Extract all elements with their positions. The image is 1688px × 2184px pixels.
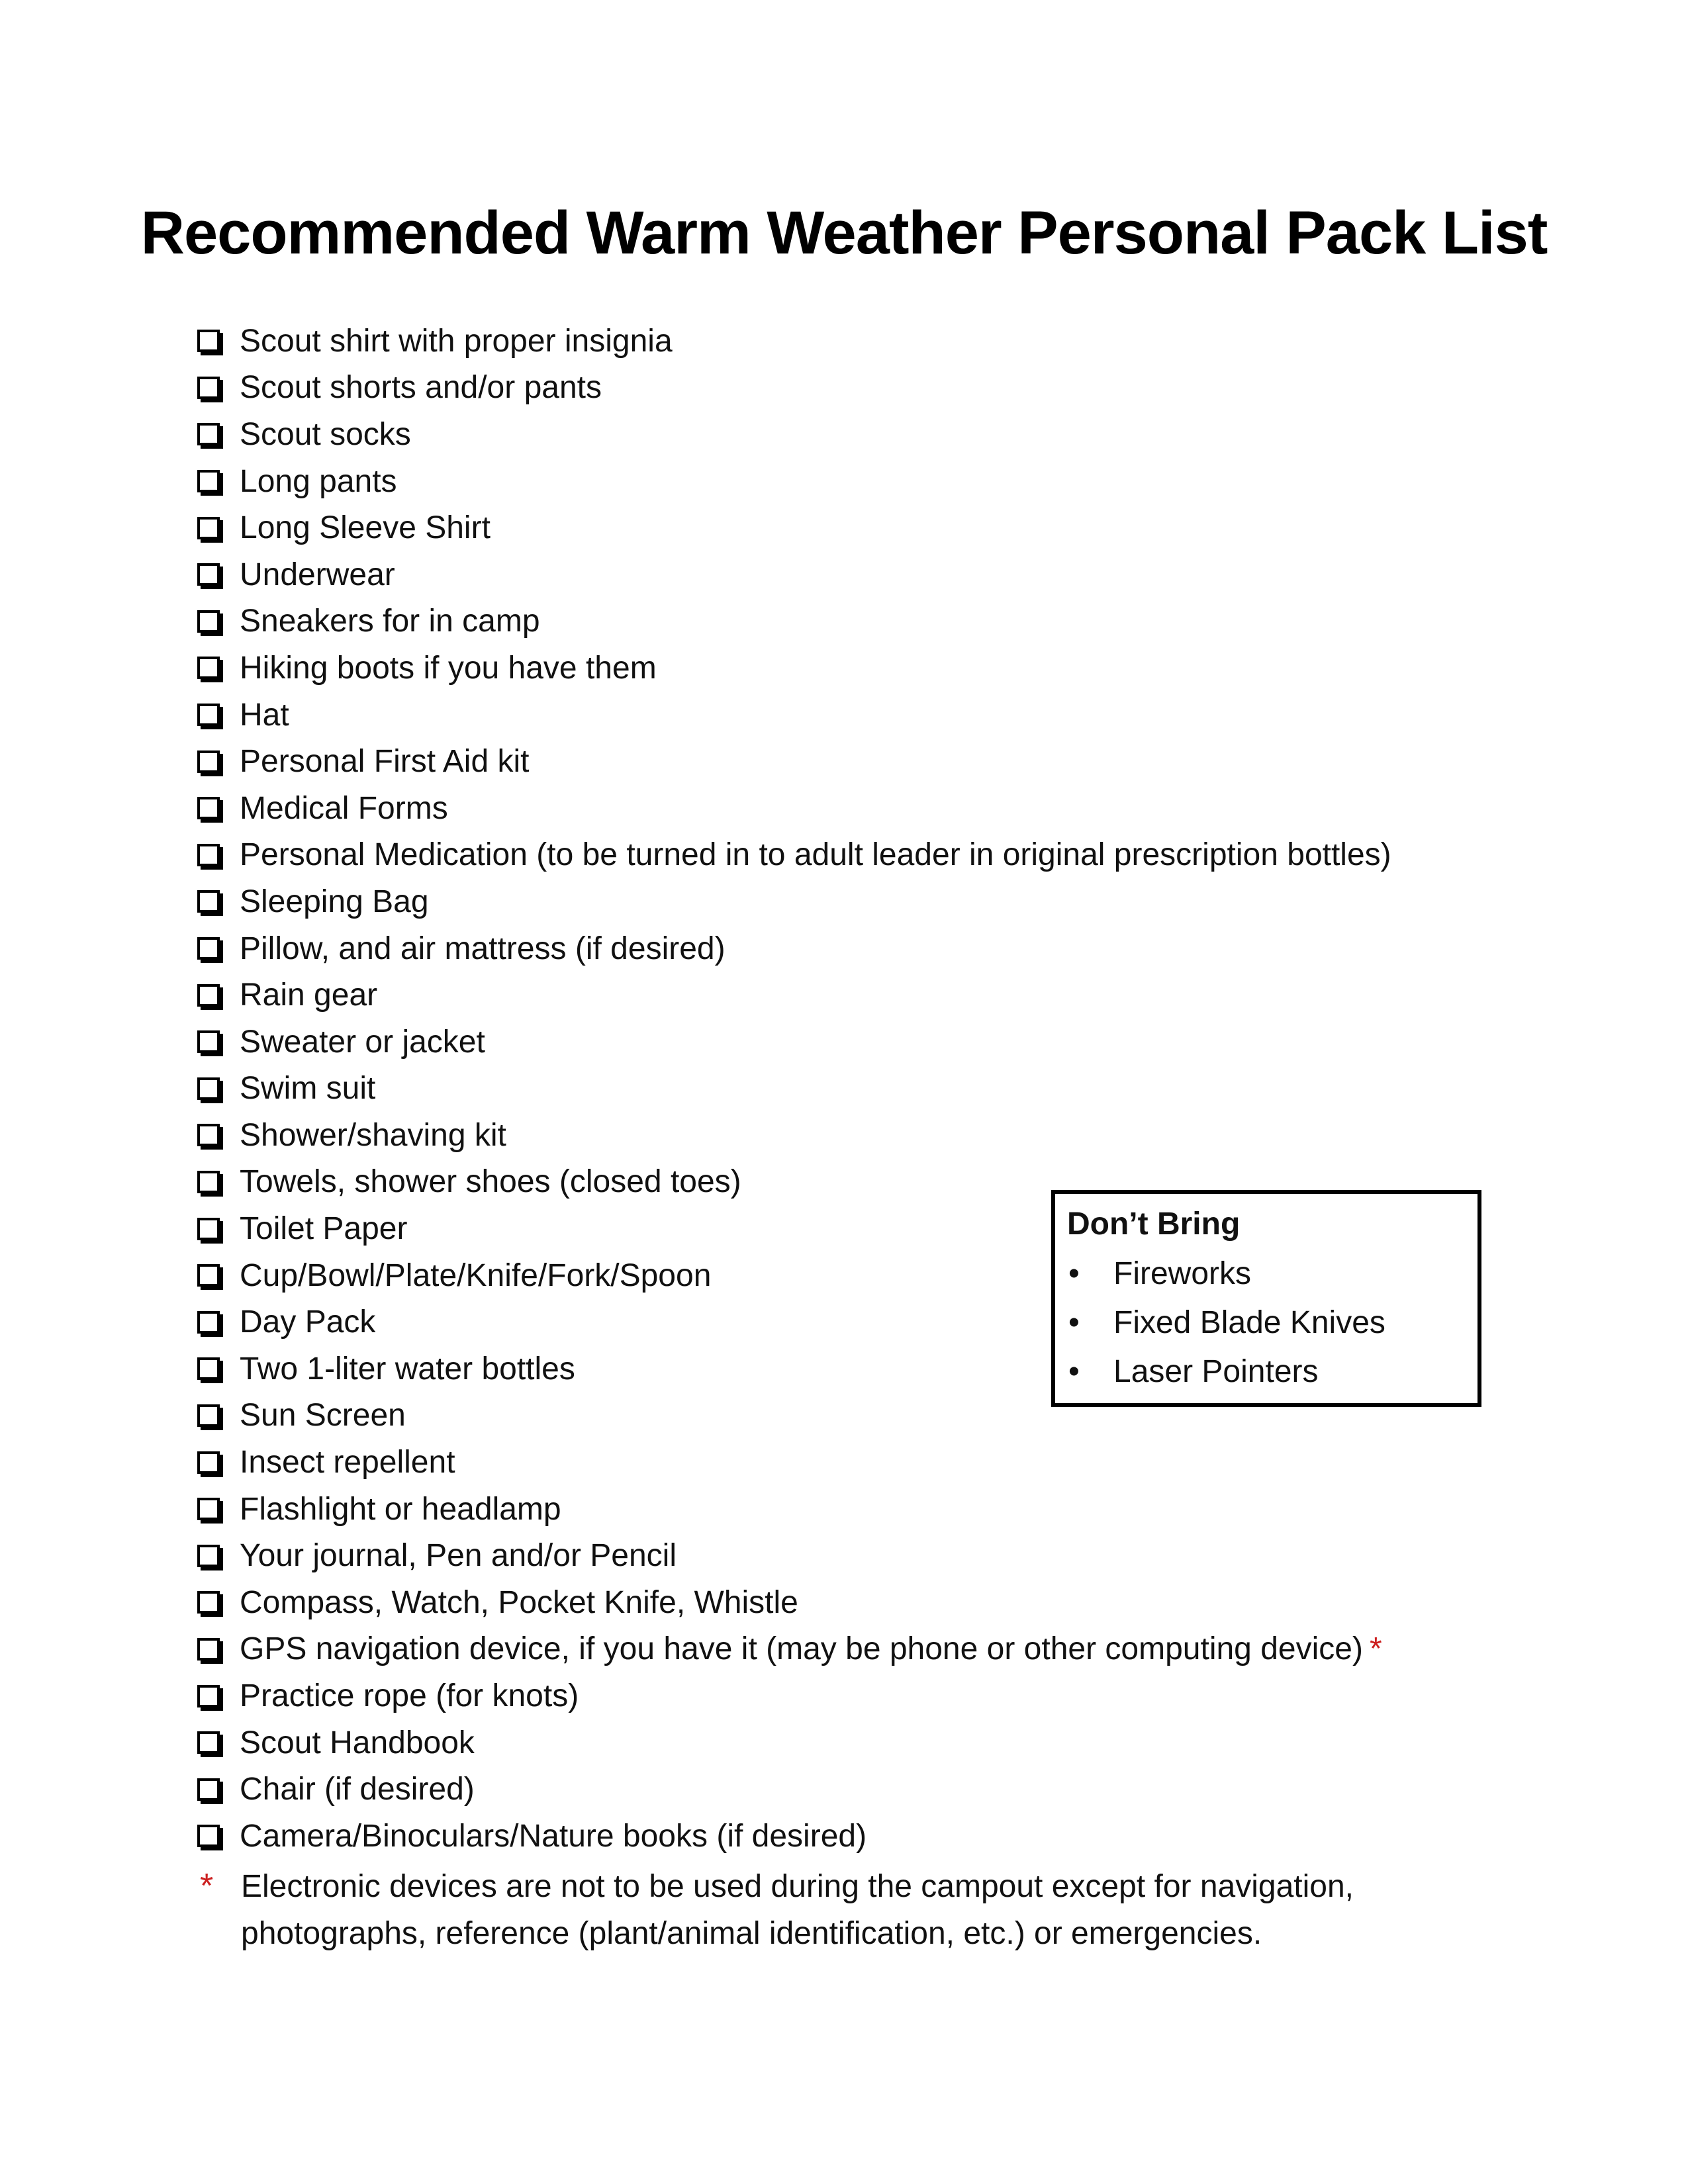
checklist-item xyxy=(197,1766,1391,1813)
dont-bring-label: Fixed Blade Knives xyxy=(1113,1305,1385,1340)
checklist-item xyxy=(197,1719,1391,1766)
checkbox-icon[interactable] xyxy=(197,330,220,352)
item-label: Sleeping Bag xyxy=(240,884,429,919)
item-label: Sneakers for in camp xyxy=(240,604,540,639)
footnote-asterisk: * xyxy=(1369,1631,1382,1667)
item-label: Pillow, and air mattress (if desired) xyxy=(240,931,726,966)
electronics-footnote xyxy=(197,1863,1499,1957)
item-label: Long Sleeve Shirt xyxy=(240,510,491,546)
checkbox-icon[interactable] xyxy=(197,1778,220,1801)
dont-bring-item xyxy=(1067,1250,1477,1298)
item-label: Cup/Bowl/Plate/Knife/Fork/Spoon xyxy=(240,1257,712,1293)
checklist-item xyxy=(197,878,1391,925)
item-label: Your journal, Pen and/or Pencil xyxy=(240,1538,677,1574)
checklist-item xyxy=(197,365,1391,412)
checklist-item xyxy=(197,1439,1391,1486)
checklist-item xyxy=(197,925,1391,972)
bullet-icon: • xyxy=(1068,1305,1080,1340)
item-label: Flashlight or headlamp xyxy=(240,1491,561,1527)
checklist-item xyxy=(197,738,1391,785)
checkbox-icon[interactable] xyxy=(197,797,220,819)
checklist-item xyxy=(197,1066,1391,1113)
checkbox-icon[interactable] xyxy=(197,1077,220,1100)
checkbox-icon[interactable] xyxy=(197,1171,220,1193)
bullet-icon: • xyxy=(1068,1256,1080,1291)
item-label: Scout shirt with proper insignia xyxy=(240,323,673,359)
checklist-item xyxy=(197,1672,1391,1719)
checklist-item xyxy=(197,972,1391,1019)
checkbox-icon[interactable] xyxy=(197,1451,220,1474)
checkbox-icon[interactable] xyxy=(197,423,220,445)
checklist-item xyxy=(197,411,1391,458)
checkbox-icon[interactable] xyxy=(197,984,220,1007)
dont-bring-item xyxy=(1067,1298,1477,1347)
checkbox-icon[interactable] xyxy=(197,610,220,633)
dont-bring-box xyxy=(1051,1190,1481,1407)
item-label: Hiking boots if you have them xyxy=(240,650,657,686)
checkbox-icon[interactable] xyxy=(197,563,220,586)
item-label: Towels, shower shoes (closed toes) xyxy=(240,1164,741,1200)
item-label: Sun Screen xyxy=(240,1398,406,1433)
page-title: Recommended Warm Weather Personal Pack List xyxy=(140,199,1548,267)
checkbox-icon[interactable] xyxy=(197,1731,220,1754)
item-label: Shower/shaving kit xyxy=(240,1117,506,1153)
checklist-item xyxy=(197,1019,1391,1066)
checklist-item xyxy=(197,1112,1391,1159)
checklist-item xyxy=(197,692,1391,739)
checklist-item xyxy=(197,832,1391,879)
checklist-item xyxy=(197,1532,1391,1579)
checklist-item xyxy=(197,598,1391,645)
dont-bring-label: Fireworks xyxy=(1113,1256,1252,1291)
item-label: Personal First Aid kit xyxy=(240,744,530,780)
checkbox-icon[interactable] xyxy=(197,1591,220,1614)
item-label: Insect repellent xyxy=(240,1445,455,1480)
item-label: Rain gear xyxy=(240,978,378,1013)
checkbox-icon[interactable] xyxy=(197,1311,220,1334)
item-label: Personal Medication (to be turned in to adult leader in original prescription bottles) xyxy=(240,837,1391,873)
item-label: Hat xyxy=(240,697,289,733)
checklist-item xyxy=(197,504,1391,551)
checkbox-icon[interactable] xyxy=(197,751,220,773)
item-label: Underwear xyxy=(240,557,395,592)
item-label: Toilet Paper xyxy=(240,1211,408,1247)
checklist-item xyxy=(197,785,1391,832)
checklist-item xyxy=(197,551,1391,598)
checkbox-icon[interactable] xyxy=(197,377,220,399)
pack-checklist xyxy=(197,318,1391,1860)
checkbox-icon[interactable] xyxy=(197,517,220,539)
checkbox-icon[interactable] xyxy=(197,1218,220,1240)
checkbox-icon[interactable] xyxy=(197,890,220,913)
item-label: Practice rope (for knots) xyxy=(240,1678,579,1714)
item-label: Medical Forms xyxy=(240,790,448,826)
checkbox-icon[interactable] xyxy=(197,657,220,679)
checkbox-icon[interactable] xyxy=(197,1685,220,1707)
item-label: Camera/Binoculars/Nature books (if desired) xyxy=(240,1818,867,1854)
checkbox-icon[interactable] xyxy=(197,1124,220,1146)
dont-bring-item xyxy=(1067,1347,1477,1396)
checklist-item xyxy=(197,1626,1391,1673)
checkbox-icon[interactable] xyxy=(197,470,220,492)
checklist-item xyxy=(197,1486,1391,1533)
dont-bring-label: Laser Pointers xyxy=(1113,1354,1319,1389)
checklist-item xyxy=(197,1579,1391,1626)
item-label: Long pants xyxy=(240,463,397,499)
checklist-item xyxy=(197,645,1391,692)
item-label: Day Pack xyxy=(240,1304,376,1340)
checkbox-icon[interactable] xyxy=(197,1545,220,1567)
item-label: Chair (if desired) xyxy=(240,1772,475,1807)
dont-bring-list xyxy=(1067,1250,1477,1396)
checklist-item xyxy=(197,318,1391,365)
checkbox-icon[interactable] xyxy=(197,937,220,960)
item-label: Scout socks xyxy=(240,416,411,452)
dont-bring-title: Don’t Bring xyxy=(1067,1206,1241,1242)
item-label: Sweater or jacket xyxy=(240,1024,485,1060)
item-label: Two 1-liter water bottles xyxy=(240,1351,575,1387)
checkbox-icon[interactable] xyxy=(197,1030,220,1053)
checkbox-icon[interactable] xyxy=(197,1638,220,1661)
item-label: Compass, Watch, Pocket Knife, Whistle xyxy=(240,1584,798,1620)
footnote-marker: * xyxy=(200,1867,214,1905)
item-label: Swim suit xyxy=(240,1071,376,1107)
checklist-item xyxy=(197,1813,1391,1860)
checkbox-icon[interactable] xyxy=(197,1825,220,1847)
item-label: Scout Handbook xyxy=(240,1725,475,1760)
item-label: Scout shorts and/or pants xyxy=(240,370,602,406)
checkbox-icon[interactable] xyxy=(197,1498,220,1520)
checklist-item xyxy=(197,458,1391,505)
checkbox-icon[interactable] xyxy=(197,844,220,866)
item-label: GPS navigation device, if you have it (may be phone or other computing device) xyxy=(240,1631,1363,1667)
checkbox-icon[interactable] xyxy=(197,1357,220,1380)
checkbox-icon[interactable] xyxy=(197,704,220,726)
checkbox-icon[interactable] xyxy=(197,1264,220,1287)
footnote-text: Electronic devices are not to be used during the campout except for navigation, photographs, reference (plant/animal identification, etc.) or emergencies. xyxy=(241,1869,1354,1951)
bullet-icon: • xyxy=(1068,1354,1080,1389)
checkbox-icon[interactable] xyxy=(197,1404,220,1427)
